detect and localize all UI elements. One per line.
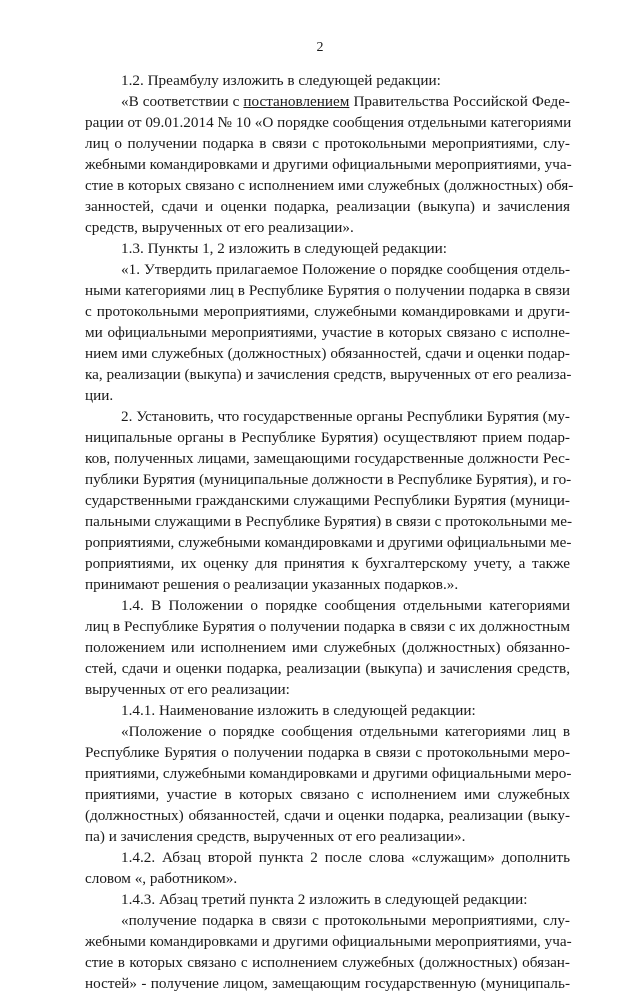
text-line: роприятиями, служебными командировками и другими официальными ме- [85, 534, 572, 551]
text-line: средств, вырученных от его реализации». [85, 219, 354, 236]
text-line: принимают решения о реализации указанных подарков.». [85, 576, 459, 593]
underlined-link-text: постановлением [243, 93, 350, 110]
text-line: «получение подарка в связи с протокольными мероприятиями, слу- [121, 912, 570, 929]
text-line: ниципальные органы в Республике Бурятия) осуществляют прием подар- [85, 429, 570, 446]
text-line: нием ими служебных (должностных) обязанностей, сдачи и оценки подар- [85, 345, 570, 362]
text-line: рации от 09.01.2014 № 10 «О порядке сообщения отдельными категориями [85, 114, 572, 131]
text-line: 1.4.3. Абзац третий пункта 2 изложить в следующей редакции: [121, 891, 528, 908]
text-line: 1.4. В Положении о порядке сообщения отдельными категориями [121, 597, 570, 614]
text-line: па) и зачисления средств, вырученных от его реализации». [85, 828, 466, 845]
text-line: приятиями, участие в которых связано с исполнением ими служебных [85, 786, 570, 803]
page-number: 2 [316, 40, 324, 55]
text-line: приятиями, служебными командировками и другими официальными меро- [85, 765, 572, 782]
document-body [85, 70, 574, 994]
text-line: вырученных от его реализации: [85, 681, 290, 698]
text-line: ции. [85, 387, 114, 404]
text-line: «1. Утвердить прилагаемое Положение о порядке сообщения отдель- [121, 261, 570, 278]
text-line: 2. Установить, что государственные органы Республики Бурятия (му- [121, 408, 570, 425]
text-line: 1.4.2. Абзац второй пункта 2 после слова «служащим» дополнить [121, 849, 570, 866]
text-line: сударственными гражданскими служащими Республики Бурятия (муници- [85, 492, 570, 509]
text-line [85, 91, 570, 112]
text-line: «Положение о порядке сообщения отдельными категориями лиц в [121, 723, 570, 740]
text-line: 1.2. Преамбулу изложить в следующей редакции: [121, 72, 441, 89]
text-line: занностей, сдачи и оценки подарка, реализации (выкупа) и зачисления [85, 198, 570, 215]
text-line: ными категориями лиц в Республике Бурятия о получении подарка в связи [85, 282, 570, 299]
text-line: жебными командировками и другими официальными мероприятиями, уча- [85, 933, 572, 950]
text-line: словом «, работником». [85, 870, 238, 887]
text-line: стие в которых связано с исполнением служебных (должностных) обязан- [85, 954, 570, 971]
text-line: публики Бурятия (муниципальные должности в Республике Бурятия), и го- [85, 471, 572, 488]
text-line: ностей» - получение лицом, замещающим государственную (муниципаль- [85, 975, 570, 992]
text-line: с протокольными мероприятиями, служебными командировками и други- [85, 303, 570, 320]
text-line: ка, реализации (выкупа) и зачисления средств, вырученных от его реализа- [85, 366, 572, 383]
text-run: Правительства Российской Феде- [349, 93, 570, 110]
text-line: стие в которых связано с исполнением ими служебных (должностных) обя- [85, 177, 574, 194]
text-line: роприятиями, их оценку для принятия к бухгалтерскому учету, а также [85, 555, 570, 572]
text-run: «В соответствии с [121, 93, 244, 110]
text-line: лиц о получении подарка в связи с протокольными мероприятиями, слу- [85, 135, 570, 152]
text-line: ми официальными мероприятиями, участие в которых связано с исполне- [85, 324, 570, 341]
text-line: (должностных) обязанностей, сдачи и оценки подарка, реализации (выку- [85, 807, 570, 824]
text-line: ков, полученных лицами, замещающими государственные должности Рес- [85, 450, 570, 467]
text-line: жебными командировками и другими официальными мероприятиями, уча- [85, 156, 572, 173]
text-line: лиц в Республике Бурятия о получении подарка в связи с их должностным [85, 618, 570, 635]
text-line: Республике Бурятия о получении подарка в связи с протокольными меро- [85, 744, 570, 761]
text-line: пальными служащими в Республике Бурятия) в связи с протокольными ме- [85, 513, 573, 530]
text-line: стей, сдачи и оценки подарка, реализации (выкупа) и зачисления средств, [85, 660, 570, 677]
text-line: 1.3. Пункты 1, 2 изложить в следующей редакции: [121, 240, 448, 257]
text-line: 1.4.1. Наименование изложить в следующей редакции: [121, 702, 476, 719]
text-line: положением или исполнением ими служебных (должностных) обязанно- [85, 639, 570, 656]
